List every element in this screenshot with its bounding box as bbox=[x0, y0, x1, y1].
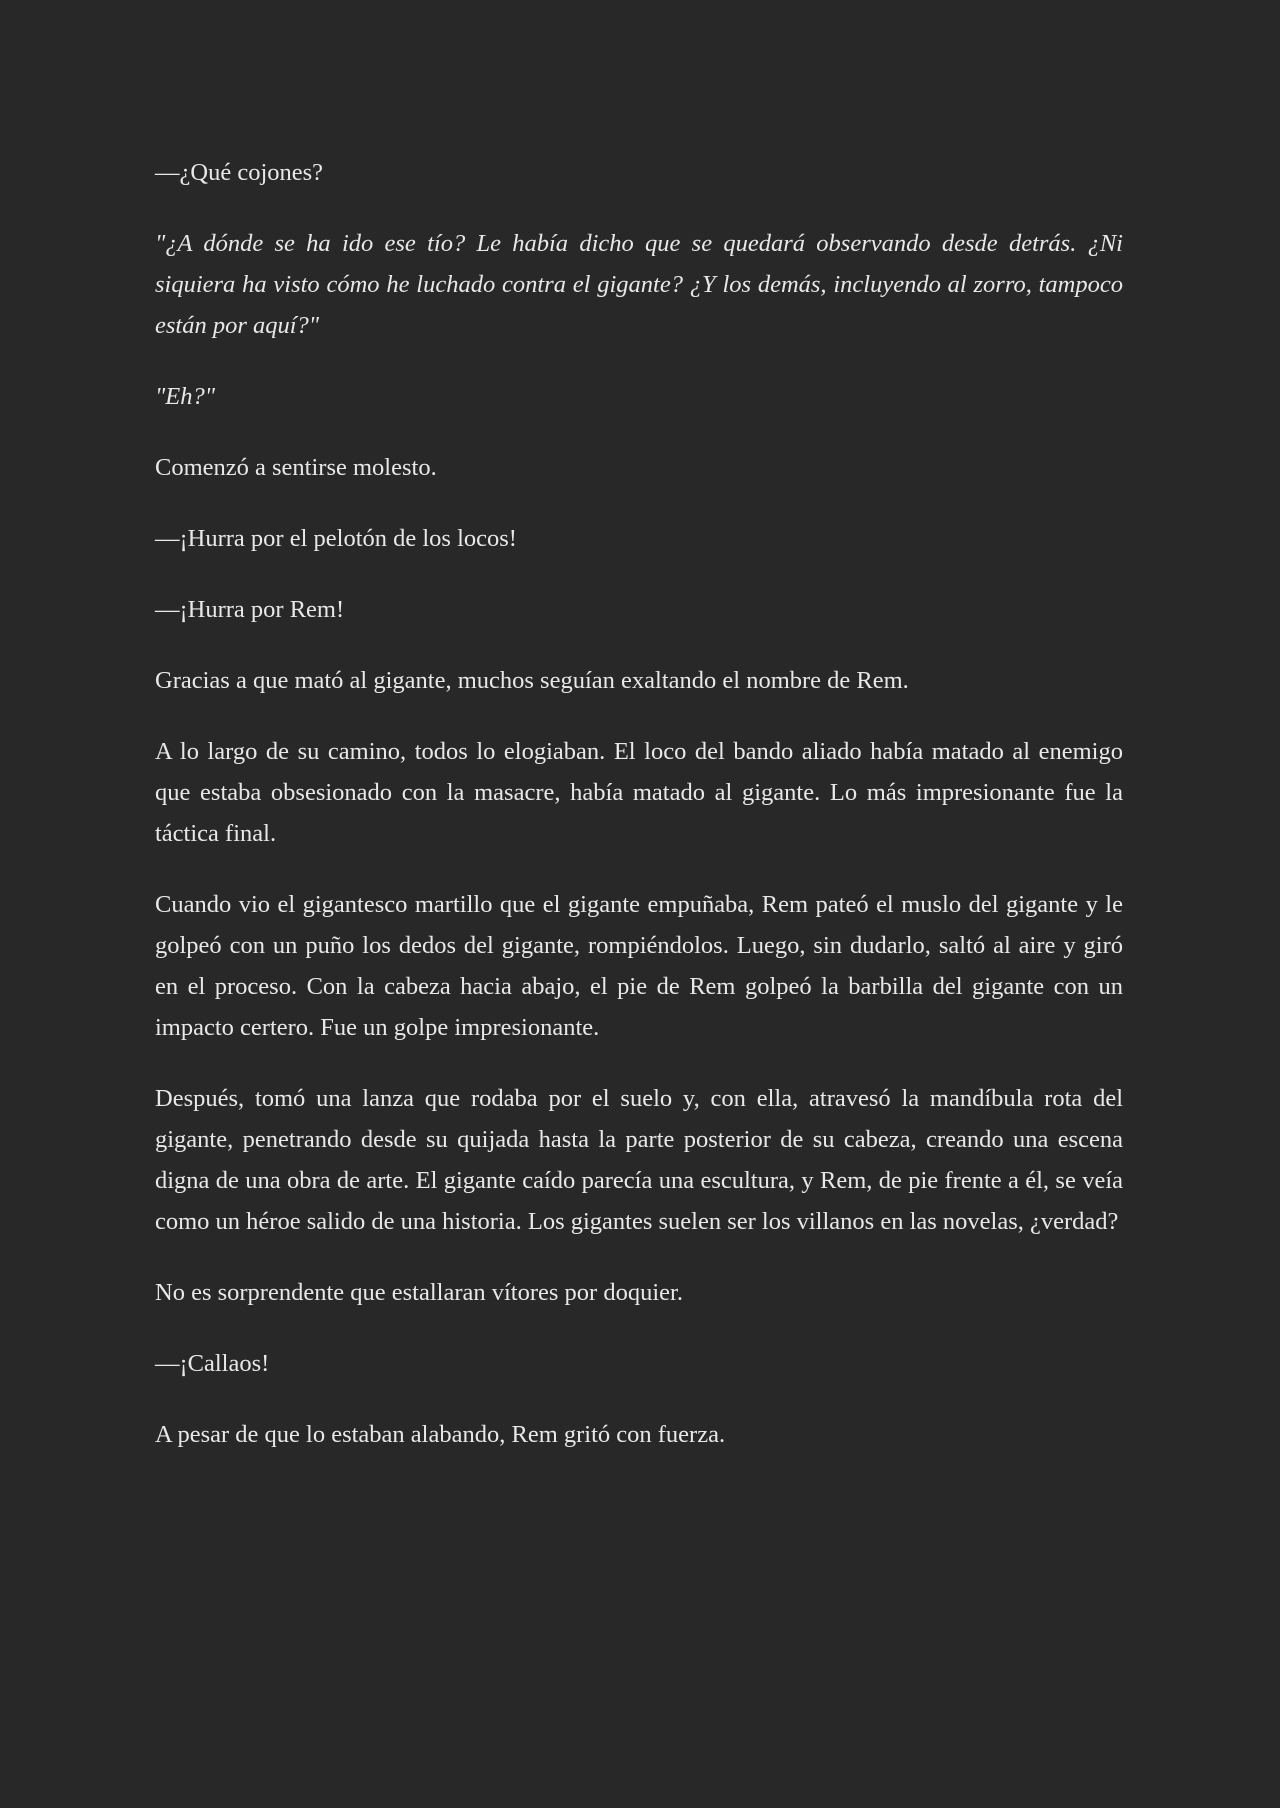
narration-paragraph: Cuando vio el gigantesco martillo que el gigante empuñaba, Rem pateó el muslo del gigante y le golpeó con un puño los dedos del gigante, rompiéndolos. Luego, sin dudarlo, saltó al aire y giró en el proceso. Con la cabeza hacia abajo, el pie de Rem golpeó la barbilla del gigante con un impacto certero. Fue un golpe impresionante. bbox=[155, 891, 1123, 1041]
narration-paragraph: Gracias a que mató al gigante, muchos seguían exaltando el nombre de Rem. bbox=[155, 667, 909, 694]
narration-paragraph: No es sorprendente que estallaran vítores por doquier. bbox=[155, 1279, 683, 1306]
narration-paragraph: Comenzó a sentirse molesto. bbox=[155, 454, 437, 481]
thought-paragraph: "¿A dónde se ha ido ese tío? Le había dicho que se quedará observando desde detrás. ¿Ni siquiera ha visto cómo he luchado contra el gigante? ¿Y los demás, incluyendo al zorro, tampoco están por aquí?" bbox=[155, 230, 1123, 339]
dialogue-paragraph: —¡Callaos! bbox=[155, 1350, 270, 1377]
narration-paragraph: A lo largo de su camino, todos lo elogiaban. El loco del bando aliado había matado al enemigo que estaba obsesionado con la masacre, había matado al gigante. Lo más impresionante fue la táctica final. bbox=[155, 738, 1123, 847]
narration-paragraph: Después, tomó una lanza que rodaba por el suelo y, con ella, atravesó la mandíbula rota del gigante, penetrando desde su quijada hasta la parte posterior de su cabeza, creando una escena digna de una obra de arte. El gigante caído parecía una escultura, y Rem, de pie frente a él, se veía como un héroe salido de una historia. Los gigantes suelen ser los villanos en las novelas, ¿verdad? bbox=[155, 1085, 1123, 1235]
narration-paragraph: A pesar de que lo estaban alabando, Rem gritó con fuerza. bbox=[155, 1421, 726, 1448]
dialogue-paragraph: —¡Hurra por el pelotón de los locos! bbox=[155, 525, 517, 552]
dialogue-paragraph: —¿Qué cojones? bbox=[155, 159, 324, 186]
dialogue-paragraph: —¡Hurra por Rem! bbox=[155, 596, 345, 623]
thought-paragraph: "Eh?" bbox=[155, 383, 216, 410]
